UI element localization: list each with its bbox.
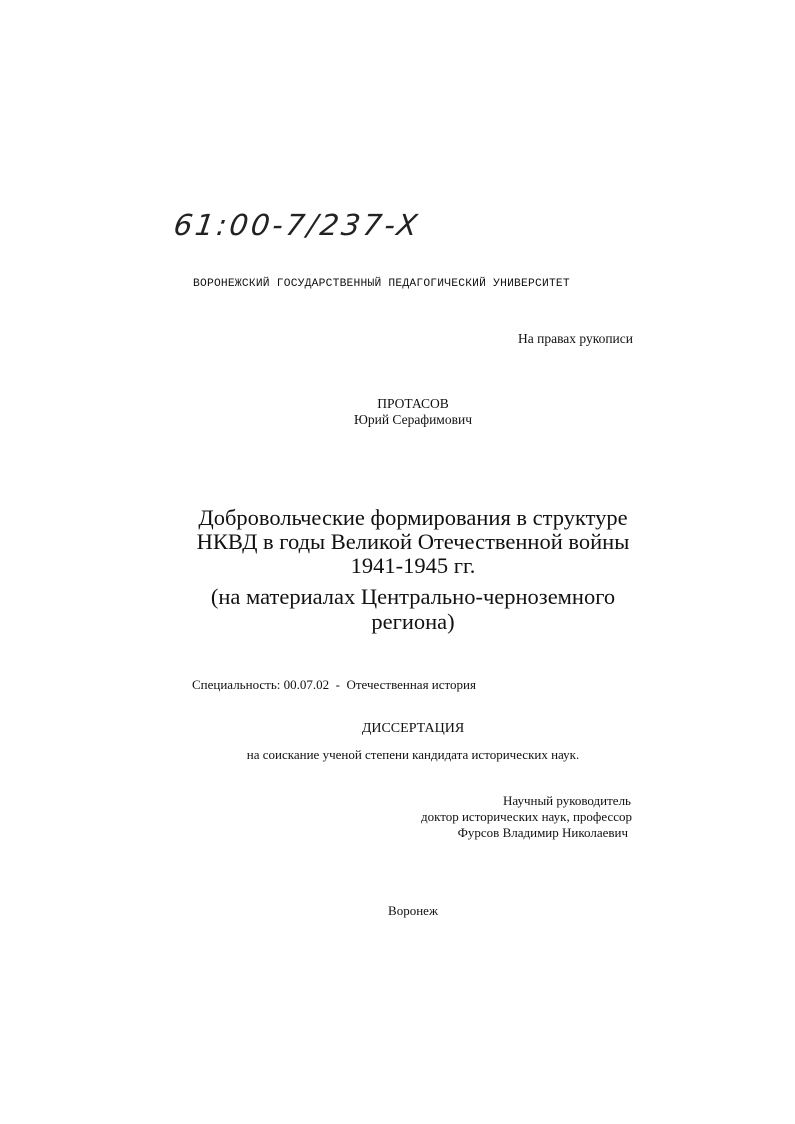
dissertation-subtitle — [0, 584, 795, 634]
degree-sought: на соискание ученой степени кандидата исторических наук. — [246, 747, 580, 762]
supervisor-label: Научный руководитель — [502, 793, 631, 808]
subtitle-line: региона) — [371, 609, 455, 634]
university-name: ВОРОНЕЖСКИЙ ГОСУДАРСТВЕННЫЙ ПЕДАГОГИЧЕСКИЙ УНИВЕРСИТЕТ — [193, 278, 570, 290]
author-surname: ПРОТАСОВ — [377, 396, 449, 411]
author-block — [0, 396, 795, 428]
specialty: Специальность: 00.07.02 - Отечественная история — [192, 677, 476, 692]
title-line: НКВД в годы Великой Отечественной войны — [196, 529, 630, 554]
subtitle-line: (на материалах Центрально-черноземного — [210, 584, 616, 609]
supervisor-block — [421, 793, 632, 841]
rights-note: На правах рукописи — [517, 331, 633, 346]
supervisor-title: доктор исторических наук, профессор — [420, 809, 632, 824]
author-given-names: Юрий Серафимович — [353, 412, 472, 427]
dissertation-title — [0, 506, 795, 578]
city: Воронеж — [388, 903, 438, 918]
handwritten-catalog-number: 61:00-7/237-X — [171, 208, 423, 242]
title-line: Добровольческие формирования в структуре — [198, 505, 628, 530]
supervisor-name: Фурсов Владимир Николаевич — [457, 825, 628, 840]
document-type: ДИССЕРТАЦИЯ — [361, 721, 465, 736]
title-line: 1941-1945 гг. — [350, 553, 476, 578]
